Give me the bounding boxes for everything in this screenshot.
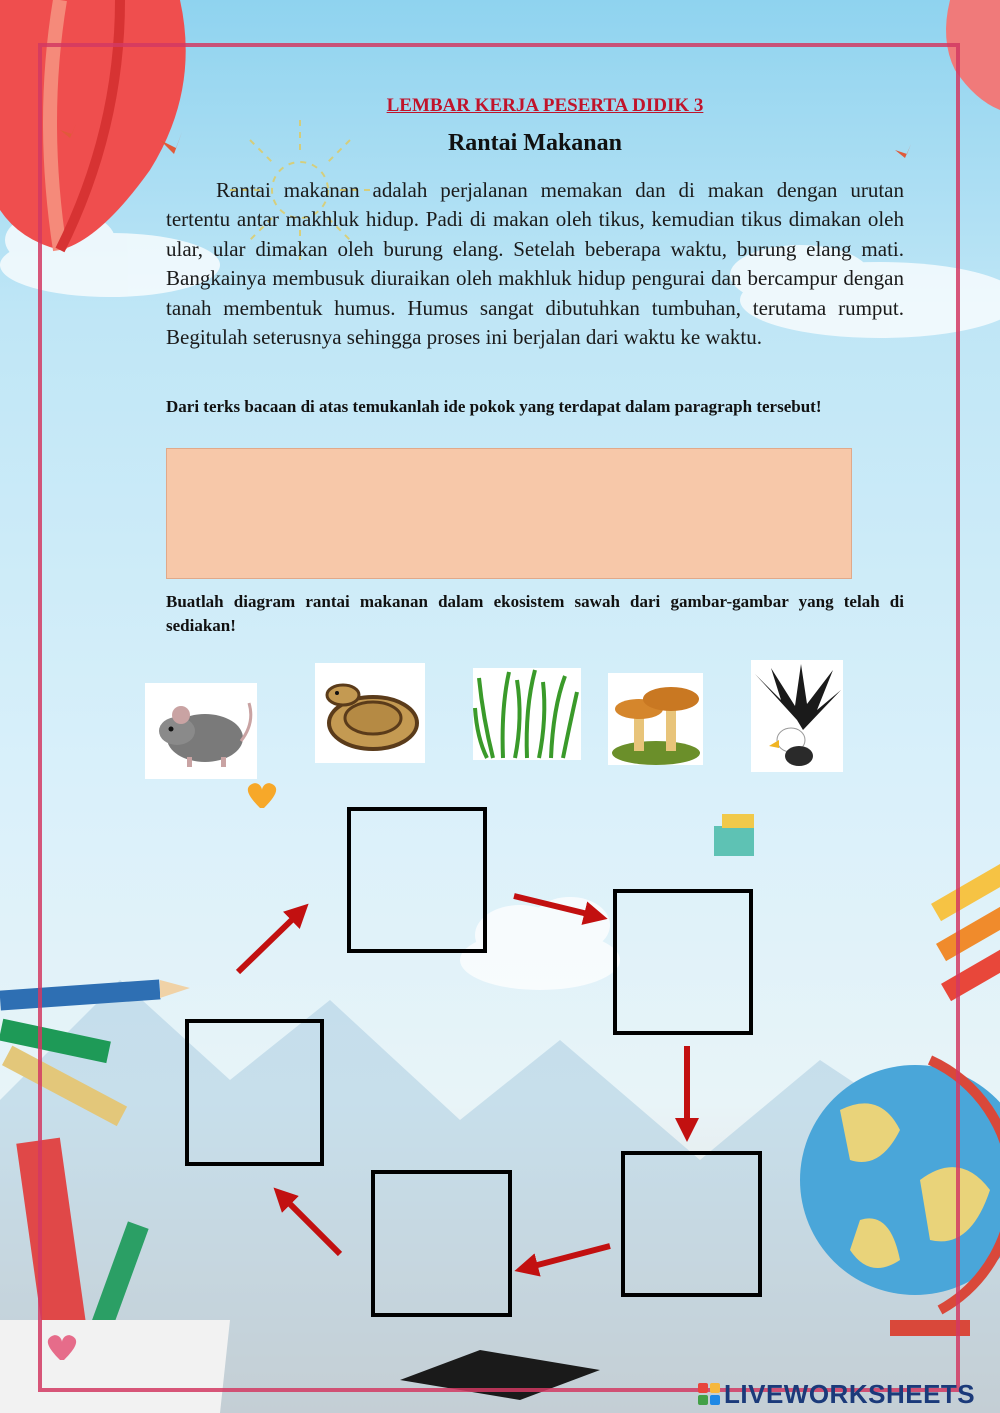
grass-icon xyxy=(473,668,581,760)
logo-text: LIVEWORKSHEETS xyxy=(724,1378,976,1409)
snake-image[interactable] xyxy=(315,663,425,763)
mouse-image[interactable] xyxy=(145,683,257,779)
reading-paragraph: Rantai makanan adalah perjalanan memakan dan di makan dengan urutan tertentu antar makhluk hidup. Padi di makan oleh tikus, kemudian tikus dimakan oleh ular, ular dimakan oleh burung elang. Setelah beberapa waktu, burung elang mati. Bangkainya membusuk diuraikan oleh makhluk hidup pengurai dan bercampur dengan tanah membentuk humus. Humus sangat dibutuhkan tumbuhan, terutama rumput. Begitulah seterusnya sehingga proses ini berjalan dari waktu ke waktu. xyxy=(166,178,904,350)
worksheet-label: LEMBAR KERJA PESERTA DIDIK 3 xyxy=(386,95,704,116)
mushroom-icon xyxy=(608,673,703,765)
food-chain-slot-4[interactable] xyxy=(371,1170,512,1317)
main-idea-answer-field[interactable] xyxy=(166,448,852,579)
grass-image[interactable] xyxy=(473,668,581,760)
eagle-image[interactable] xyxy=(751,660,843,772)
page-title: Rantai Makanan xyxy=(447,130,623,156)
instruction-food-chain: Buatlah diagram rantai makanan dalam ekosistem sawah dari gambar-gambar yang telah di sediakan! xyxy=(166,592,904,635)
food-chain-slot-1[interactable] xyxy=(347,807,487,953)
mushroom-image[interactable] xyxy=(608,673,703,765)
food-chain-slot-5[interactable] xyxy=(185,1019,324,1166)
mouse-icon xyxy=(145,683,257,779)
food-chain-slot-2[interactable] xyxy=(613,889,753,1035)
snake-icon xyxy=(315,663,425,763)
instruction-main-idea: Dari terks bacaan di atas temukanlah ide pokok yang terdapat dalam paragraph tersebut! xyxy=(166,397,822,416)
eagle-icon xyxy=(751,660,843,772)
food-chain-slot-3[interactable] xyxy=(621,1151,762,1297)
logo-mark-icon xyxy=(698,1383,720,1405)
liveworksheets-logo xyxy=(698,1378,975,1410)
